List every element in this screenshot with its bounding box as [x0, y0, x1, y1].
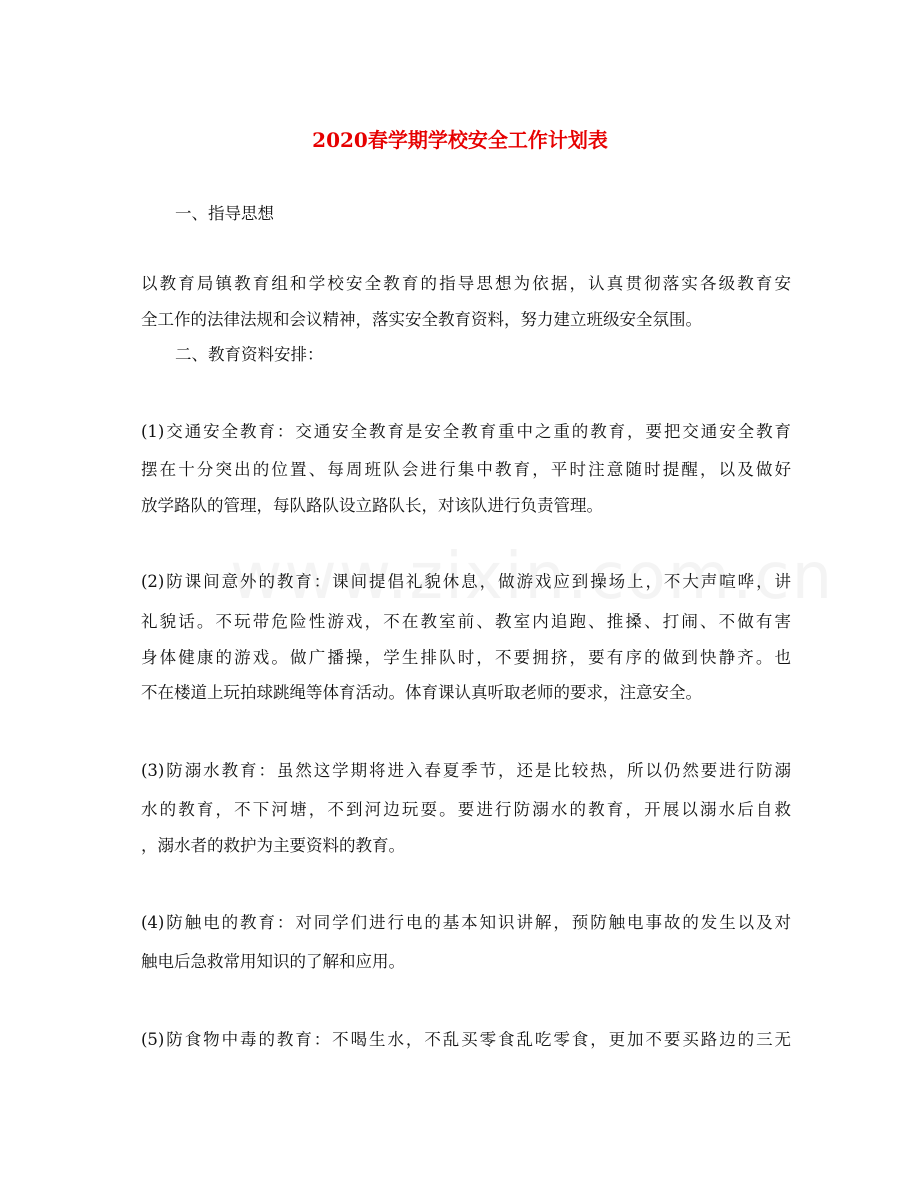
paragraph-line: (1)交通安全教育：交通安全教育是安全教育重中之重的教育，要把交通安全教育	[141, 422, 791, 441]
paragraph-line: (3)防溺水教育：虽然这学期将进入春夏季节，还是比较热，所以仍然要进行防溺	[141, 761, 791, 780]
paragraph-line: 身体健康的游戏。做广播操，学生排队时，不要拥挤，要有序的做到快静齐。也	[141, 648, 791, 667]
paragraph-line: 全工作的法律法规和会议精神，落实安全教育资料，努力建立班级安全氛围。	[141, 310, 702, 329]
paragraph-line: (2)防课间意外的教育：课间提倡礼貌休息，做游戏应到操场上，不大声喧哗，讲	[141, 572, 791, 591]
section-heading-guiding-ideology: 一、指导思想	[175, 204, 274, 223]
paragraph-line: (5)防食物中毒的教育：不喝生水，不乱买零食乱吃零食，更加不要买路边的三无	[141, 1030, 791, 1049]
paragraph-line: 礼貌话。不玩带危险性游戏，不在教室前、教室内追跑、推搡、打闹、不做有害	[141, 612, 791, 631]
document-title: 2020春学期学校安全工作计划表	[312, 128, 608, 152]
paragraph-line: 放学路队的管理，每队路队设立路队长，对该队进行负责管理。	[141, 496, 603, 515]
section-heading-education-content: 二、教育资料安排：	[175, 345, 324, 364]
paragraph-line: 以教育局镇教育组和学校安全教育的指导思想为依据，认真贯彻落实各级教育安	[141, 274, 791, 293]
paragraph-line: 不在楼道上玩拍球跳绳等体育活动。体育课认真听取老师的要求，注意安全。	[141, 683, 702, 702]
paragraph-line: 水的教育，不下河塘，不到河边玩耍。要进行防溺水的教育，开展以溺水后自救	[141, 800, 791, 819]
paragraph-line: ，溺水者的救护为主要资料的教育。	[141, 836, 405, 855]
paragraph-line: 摆在十分突出的位置、每周班队会进行集中教育，平时注意随时提醒，以及做好	[141, 460, 791, 479]
paragraph-line: 触电后急救常用知识的了解和应用。	[141, 952, 405, 971]
paragraph-line: (4)防触电的教育：对同学们进行电的基本知识讲解，预防触电事故的发生以及对	[141, 913, 791, 932]
